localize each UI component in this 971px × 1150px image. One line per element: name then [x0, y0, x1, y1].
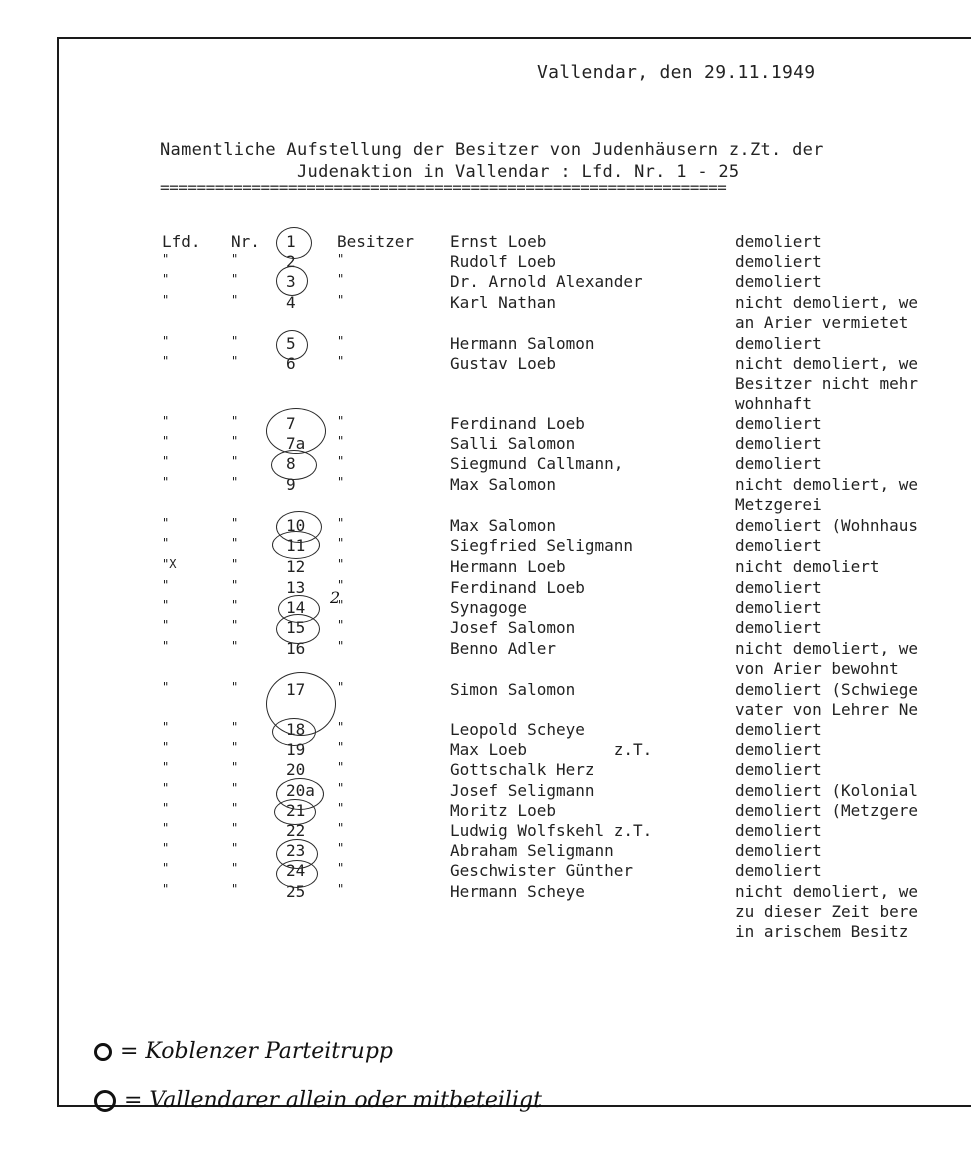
lfd-cell: "	[162, 841, 170, 855]
table-row	[0, 293, 971, 332]
status-text: demoliert (Wohnhaus	[735, 516, 919, 535]
status-text: von Arier bewohnt	[735, 659, 899, 678]
owner-name: Siegmund Callmann,	[450, 454, 624, 473]
nr-cell: "	[231, 434, 239, 448]
table-row	[0, 801, 971, 821]
table-row	[0, 232, 971, 252]
lfd-cell: "	[162, 861, 170, 875]
table-row	[0, 760, 971, 780]
status-text: demoliert (Kolonial	[735, 781, 919, 800]
lfd-cell: "	[162, 680, 170, 694]
nr-cell: "	[231, 516, 239, 530]
small-circle-icon	[94, 1043, 112, 1061]
lfd-cell: "	[162, 475, 170, 489]
status-text: demoliert	[735, 598, 822, 617]
owner-name: Gustav Loeb	[450, 354, 556, 373]
status-text: nicht demoliert, we	[735, 354, 919, 373]
entry-number: 17	[286, 680, 306, 699]
status-text: nicht demoliert	[735, 557, 880, 576]
lfd-cell: "	[162, 760, 170, 774]
table-row	[0, 598, 971, 618]
lfd-cell: "	[162, 334, 170, 348]
entry-number: 20a	[286, 781, 315, 800]
status-text: wohnhaft	[735, 394, 813, 413]
nr-cell: "	[231, 536, 239, 550]
nr-cell: "	[231, 578, 239, 592]
owner-name: Leopold Scheye	[450, 720, 585, 739]
nr-cell: "	[231, 740, 239, 754]
owner-name: Karl Nathan	[450, 293, 556, 312]
status-text: nicht demoliert, we	[735, 475, 919, 494]
status-text: Metzgerei	[735, 495, 822, 514]
table-row	[0, 618, 971, 638]
nr-cell: "	[231, 414, 239, 428]
besitzer-cell: "	[337, 720, 345, 734]
nr-cell: "	[231, 720, 239, 734]
table-row	[0, 354, 971, 413]
table-row	[0, 434, 971, 454]
status-text: demoliert	[735, 454, 822, 473]
entry-number: 7	[286, 414, 296, 433]
status-text: vater von Lehrer Ne	[735, 700, 919, 719]
table-row	[0, 334, 971, 354]
status-text: demoliert	[735, 841, 822, 860]
table-row	[0, 536, 971, 556]
nr-cell: "	[231, 618, 239, 632]
besitzer-cell: Besitzer	[337, 232, 415, 251]
lfd-cell: "	[162, 454, 170, 468]
besitzer-cell: "	[337, 334, 345, 348]
lfd-cell: "	[162, 720, 170, 734]
table-row	[0, 882, 971, 941]
nr-cell: "	[231, 781, 239, 795]
nr-cell: "	[231, 454, 239, 468]
lfd-cell: "	[162, 618, 170, 632]
besitzer-cell: "	[337, 841, 345, 855]
entry-number: 6	[286, 354, 296, 373]
status-text: demoliert	[735, 821, 822, 840]
lfd-cell: "	[162, 252, 170, 266]
table-row	[0, 821, 971, 841]
entry-number: 3	[286, 272, 296, 291]
owner-name: Ernst Loeb	[450, 232, 547, 251]
status-text: in arischem Besitz	[735, 922, 909, 941]
entry-number: 2	[286, 252, 296, 271]
document-title-line1: Namentliche Aufstellung der Besitzer von Judenhäusern z.Zt. der	[160, 140, 824, 160]
lfd-cell: "	[162, 639, 170, 653]
table-row	[0, 557, 971, 577]
owner-name: Rudolf Loeb	[450, 252, 556, 271]
status-text: demoliert (Schwiege	[735, 680, 919, 699]
owner-name: Josef Salomon	[450, 618, 576, 637]
owner-name: Benno Adler	[450, 639, 556, 658]
entry-number: 4	[286, 293, 296, 312]
besitzer-cell: "	[337, 536, 345, 550]
entry-number: 9	[286, 475, 296, 494]
table-row	[0, 861, 971, 881]
entry-number: 15	[286, 618, 306, 637]
owner-name: Hermann Scheye	[450, 882, 585, 901]
nr-cell: "	[231, 334, 239, 348]
nr-cell: "	[231, 252, 239, 266]
lfd-cell: "	[162, 536, 170, 550]
owner-name: Gottschalk Herz	[450, 760, 595, 779]
entry-number: 10	[286, 516, 306, 535]
besitzer-cell: "	[337, 578, 345, 592]
lfd-cell: "	[162, 821, 170, 835]
owner-name: Max Salomon	[450, 475, 556, 494]
besitzer-cell: "	[337, 354, 345, 368]
besitzer-cell: "	[337, 861, 345, 875]
nr-cell: "	[231, 882, 239, 896]
owner-name: Synagoge	[450, 598, 528, 617]
besitzer-cell: "	[337, 740, 345, 754]
owner-name: Hermann Salomon	[450, 334, 595, 353]
legend-small-circle	[80, 1014, 393, 1064]
title-underline-rule: ==============================================================	[160, 178, 727, 197]
entry-number: 21	[286, 801, 306, 820]
status-text: demoliert	[735, 334, 822, 353]
nr-cell: "	[231, 680, 239, 694]
large-circle-icon	[94, 1090, 116, 1112]
lfd-cell: "	[162, 434, 170, 448]
status-text: demoliert	[735, 760, 822, 779]
entry-number: 23	[286, 841, 306, 860]
entry-number: 16	[286, 639, 306, 658]
legend-large-label: = Vallendarer allein oder mitbeteiligt	[124, 1088, 542, 1113]
status-text: demoliert	[735, 434, 822, 453]
lfd-cell: "X	[162, 557, 177, 571]
table-row	[0, 272, 971, 292]
lfd-cell: "	[162, 516, 170, 530]
owner-name: Dr. Arnold Alexander	[450, 272, 643, 291]
status-text: demoliert	[735, 252, 822, 271]
entry-number: 18	[286, 720, 306, 739]
entry-number: 8	[286, 454, 296, 473]
lfd-cell: "	[162, 354, 170, 368]
besitzer-cell: "	[337, 618, 345, 632]
nr-cell: "	[231, 354, 239, 368]
besitzer-cell: "	[337, 557, 345, 571]
handwritten-annotation: 2	[330, 588, 341, 607]
nr-cell: "	[231, 293, 239, 307]
besitzer-cell: "	[337, 516, 345, 530]
lfd-cell: Lfd.	[162, 232, 201, 251]
lfd-cell: "	[162, 781, 170, 795]
nr-cell: "	[231, 475, 239, 489]
status-text: Besitzer nicht mehr	[735, 374, 919, 393]
besitzer-cell: "	[337, 272, 345, 286]
owner-name: Simon Salomon	[450, 680, 576, 699]
table-row	[0, 578, 971, 598]
status-text: zu dieser Zeit bere	[735, 902, 919, 921]
table-row	[0, 740, 971, 760]
besitzer-cell: "	[337, 821, 345, 835]
lfd-cell: "	[162, 801, 170, 815]
lfd-cell: "	[162, 882, 170, 896]
nr-cell: "	[231, 557, 239, 571]
table-row	[0, 475, 971, 514]
lfd-cell: "	[162, 293, 170, 307]
table-row	[0, 516, 971, 536]
owner-name: Josef Seligmann	[450, 781, 595, 800]
table-row	[0, 454, 971, 474]
status-text: demoliert	[735, 618, 822, 637]
status-text: demoliert	[735, 720, 822, 739]
besitzer-cell: "	[337, 293, 345, 307]
owner-name: Salli Salomon	[450, 434, 576, 453]
status-text: demoliert	[735, 536, 822, 555]
lfd-cell: "	[162, 578, 170, 592]
legend-small-label: = Koblenzer Parteitrupp	[120, 1039, 393, 1064]
owner-name: Siegfried Seligmann	[450, 536, 634, 555]
table-row	[0, 781, 971, 801]
owner-name: Moritz Loeb	[450, 801, 556, 820]
table-row	[0, 414, 971, 434]
status-text: demoliert	[735, 740, 822, 759]
lfd-cell: "	[162, 272, 170, 286]
entry-number: 13	[286, 578, 306, 597]
owner-name: Ferdinand Loeb	[450, 414, 585, 433]
status-text: demoliert	[735, 414, 822, 433]
nr-cell: "	[231, 272, 239, 286]
status-text: demoliert	[735, 232, 822, 251]
besitzer-cell: "	[337, 475, 345, 489]
table-row	[0, 680, 971, 719]
nr-cell: "	[231, 801, 239, 815]
status-text: demoliert	[735, 861, 822, 880]
owner-name: Max Loeb z.T.	[450, 740, 653, 759]
legend-large-circle	[80, 1063, 542, 1113]
entry-number: 20	[286, 760, 306, 779]
besitzer-cell: "	[337, 434, 345, 448]
besitzer-cell: "	[337, 882, 345, 896]
nr-cell: Nr.	[231, 232, 260, 251]
besitzer-cell: "	[337, 781, 345, 795]
owner-name: Ludwig Wolfskehl z.T.	[450, 821, 653, 840]
entry-number: 11	[286, 536, 306, 555]
document-title-line2: Judenaktion in Vallendar : Lfd. Nr. 1 - 25	[297, 162, 740, 182]
besitzer-cell: "	[337, 252, 345, 266]
entry-number: 7a	[286, 434, 306, 453]
nr-cell: "	[231, 760, 239, 774]
place-date: Vallendar, den 29.11.1949	[537, 62, 816, 83]
entry-number: 22	[286, 821, 306, 840]
entry-number: 24	[286, 861, 306, 880]
lfd-cell: "	[162, 740, 170, 754]
entry-number: 25	[286, 882, 306, 901]
table-row	[0, 252, 971, 272]
entry-number: 1	[286, 232, 296, 251]
owner-name: Hermann Loeb	[450, 557, 566, 576]
besitzer-cell: "	[337, 414, 345, 428]
status-text: demoliert	[735, 578, 822, 597]
status-text: nicht demoliert, we	[735, 639, 919, 658]
lfd-cell: "	[162, 414, 170, 428]
entry-number: 5	[286, 334, 296, 353]
besitzer-cell: "	[337, 760, 345, 774]
status-text: demoliert	[735, 272, 822, 291]
table-row	[0, 639, 971, 678]
besitzer-cell: "	[337, 680, 345, 694]
besitzer-cell: "	[337, 801, 345, 815]
entry-number: 12	[286, 557, 306, 576]
status-text: an Arier vermietet	[735, 313, 909, 332]
table-row	[0, 720, 971, 740]
status-text: nicht demoliert, we	[735, 293, 919, 312]
table-row	[0, 841, 971, 861]
owner-name: Ferdinand Loeb	[450, 578, 585, 597]
status-text: demoliert (Metzgere	[735, 801, 919, 820]
nr-cell: "	[231, 821, 239, 835]
nr-cell: "	[231, 861, 239, 875]
status-text: nicht demoliert, we	[735, 882, 919, 901]
besitzer-cell: "	[337, 598, 345, 612]
nr-cell: "	[231, 841, 239, 855]
besitzer-cell: "	[337, 454, 345, 468]
lfd-cell: "	[162, 598, 170, 612]
owner-name: Abraham Seligmann	[450, 841, 614, 860]
owner-name: Geschwister Günther	[450, 861, 634, 880]
besitzer-cell: "	[337, 639, 345, 653]
nr-cell: "	[231, 639, 239, 653]
nr-cell: "	[231, 598, 239, 612]
entry-number: 19	[286, 740, 306, 759]
owner-name: Max Salomon	[450, 516, 556, 535]
entry-number: 14	[286, 598, 306, 617]
